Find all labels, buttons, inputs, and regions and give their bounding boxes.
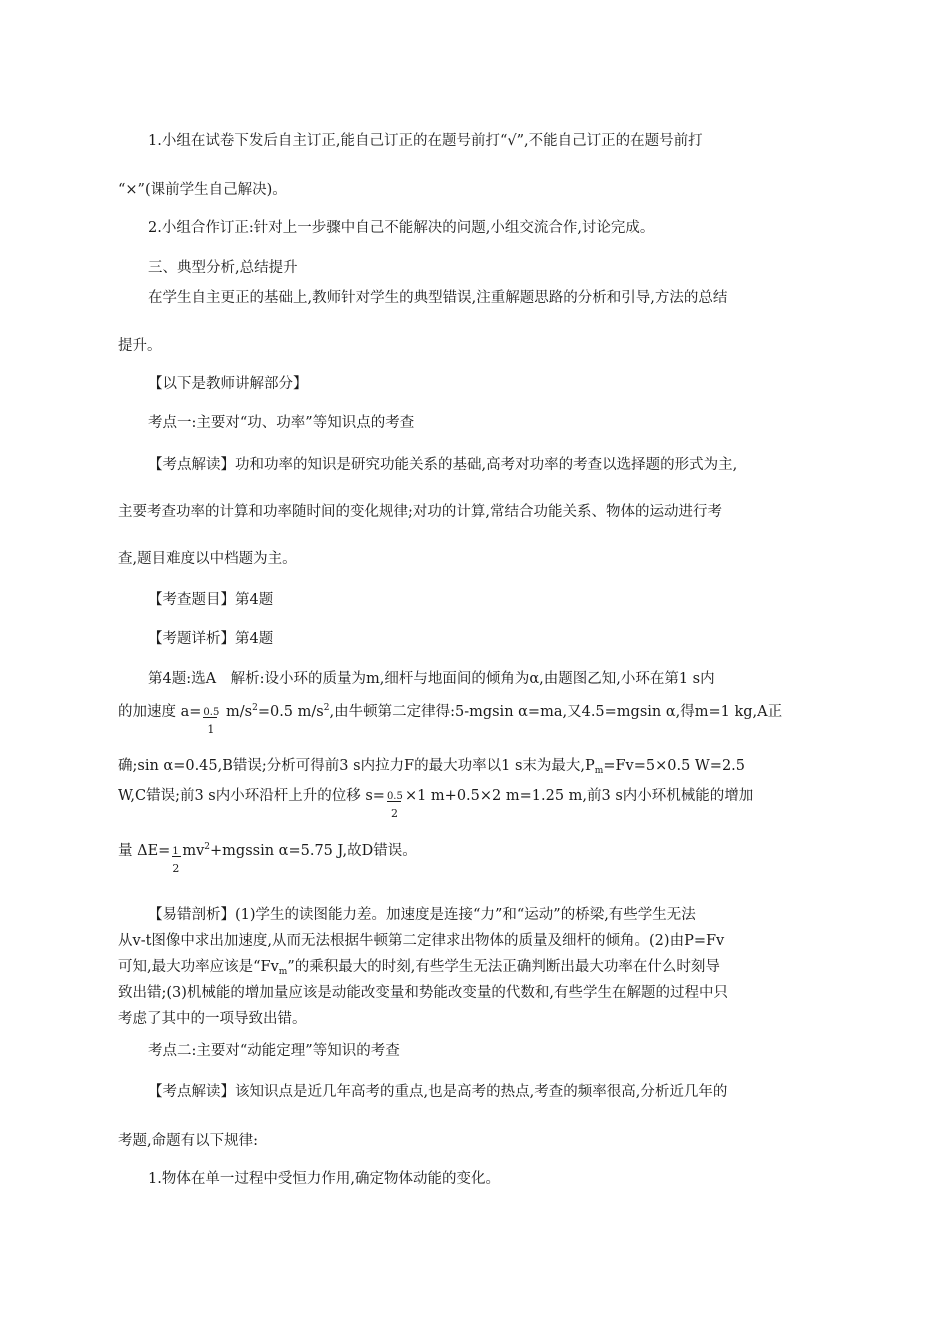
kaodian-2-interpret-line-1: 【考点解读】该知识点是近几年高考的重点,也是高考的热点,考查的频率很高,分析近几年的 <box>148 1084 728 1100</box>
solution-line-3: 确;sin α=0.45,B错误;分析可得前3 s内拉力F的最大功率以1 s末为最大$,P_m=Fv=5\times 0.5$ W=2.5 <box>118 758 746 776</box>
kaodian-1-interpret-line-3: 查,题目难度以中档题为主。 <box>118 551 297 567</box>
fraction-0-5-over-2: $\frac{0.5}{2}$ <box>386 791 403 820</box>
solution-line-1: 第4题:选A 解析:设小环的质量为m,细杆与地面间的倾角为α,由题图乙知,小环在第1 s内 <box>148 671 715 687</box>
error-analysis-line-2: 从v-t图像中求出加速度,从而无法根据牛顿第二定律求出物体的质量及细杆的倾角。(2)由P=Fv <box>118 933 725 949</box>
kaodian-1-heading: 考点一:主要对“功、功率”等知识点的考查 <box>148 415 415 431</box>
kaodian-2-interpret-line-2: 考题,命题有以下规律: <box>118 1133 258 1149</box>
kaodian-1-interpret-line-1: 【考点解读】功和功率的知识是研究功能关系的基础,高考对功率的考查以选择题的形式为主, <box>148 457 738 473</box>
section-3-para-line-2: 提升。 <box>118 338 162 354</box>
kaodian-1-interpret-line-2: 主要考查功率的计算和功率随时间的变化规律;对功的计算,常结合功能关系、物体的运动进行考 <box>118 504 722 520</box>
fraction-0-5-over-1: $\frac{0.5}{1}$ <box>203 707 220 736</box>
section-heading-3: 三、典型分析,总结提升 <box>148 260 298 276</box>
step-2-line: 2.小组合作订正:针对上一步骤中自己不能解决的问题,小组交流合作,讨论完成。 <box>148 220 655 236</box>
teacher-part-heading: 【以下是教师讲解部分】 <box>148 376 308 392</box>
step-1-line-1: 1.小组在试卷下发后自主订正,能自己订正的在题号前打“√”,不能自己订正的在题号前打 <box>148 133 703 149</box>
solution-line-2: 的加速度 a= $\frac{0.5}{1}$ $m/s^2=0.5$ $m/s^2$,由牛顿第二定律得:5-mgsin α=ma,又4.5=mgsin α,得m=1 kg,A正 <box>118 703 783 736</box>
fraction-1-over-2: $\frac{1}{2}$ <box>172 846 180 875</box>
step-1-line-2: “×”(课前学生自己解决)。 <box>118 182 287 198</box>
rule-1-line: 1.物体在单一过程中受恒力作用,确定物体动能的变化。 <box>148 1171 500 1187</box>
exam-detail-label: 【考题详析】第4题 <box>148 631 274 647</box>
kaodian-2-heading: 考点二:主要对“动能定理”等知识的考查 <box>148 1043 400 1059</box>
error-analysis-line-1: 【易错剖析】(1)学生的读图能力差。加速度是连接“力”和“运动”的桥梁,有些学生无法 <box>148 907 696 923</box>
error-analysis-line-3: 可知,最大功率应该是“$Fv_m$”的乘积最大的时刻,有些学生无法正确判断出最大功率在什么时刻导 <box>118 959 720 977</box>
error-analysis-line-5: 考虑了其中的一项导致出错。 <box>118 1011 307 1027</box>
error-analysis-line-4: 致出错;(3)机械能的增加量应该是动能改变量和势能改变量的代数和,有些学生在解题的过程中只 <box>118 985 729 1001</box>
solution-line-4: W,C错误;前3 s内小环沿杆上升的位移 s= $\frac{0.5}{2}$ ×1 m+0.5×2 m=1.25 m,前3 s内小环机械能的增加 <box>118 788 754 820</box>
solution-line-5: 量 ΔE= $\frac{1}{2}$ $mv^2+mgssin$ α=5.75 J,故D错误。 <box>118 842 417 875</box>
section-3-para-line-1: 在学生自主更正的基础上,教师针对学生的典型错误,注重解题思路的分析和引导,方法的总结 <box>148 290 728 306</box>
exam-question-label: 【考查题目】第4题 <box>148 592 274 608</box>
